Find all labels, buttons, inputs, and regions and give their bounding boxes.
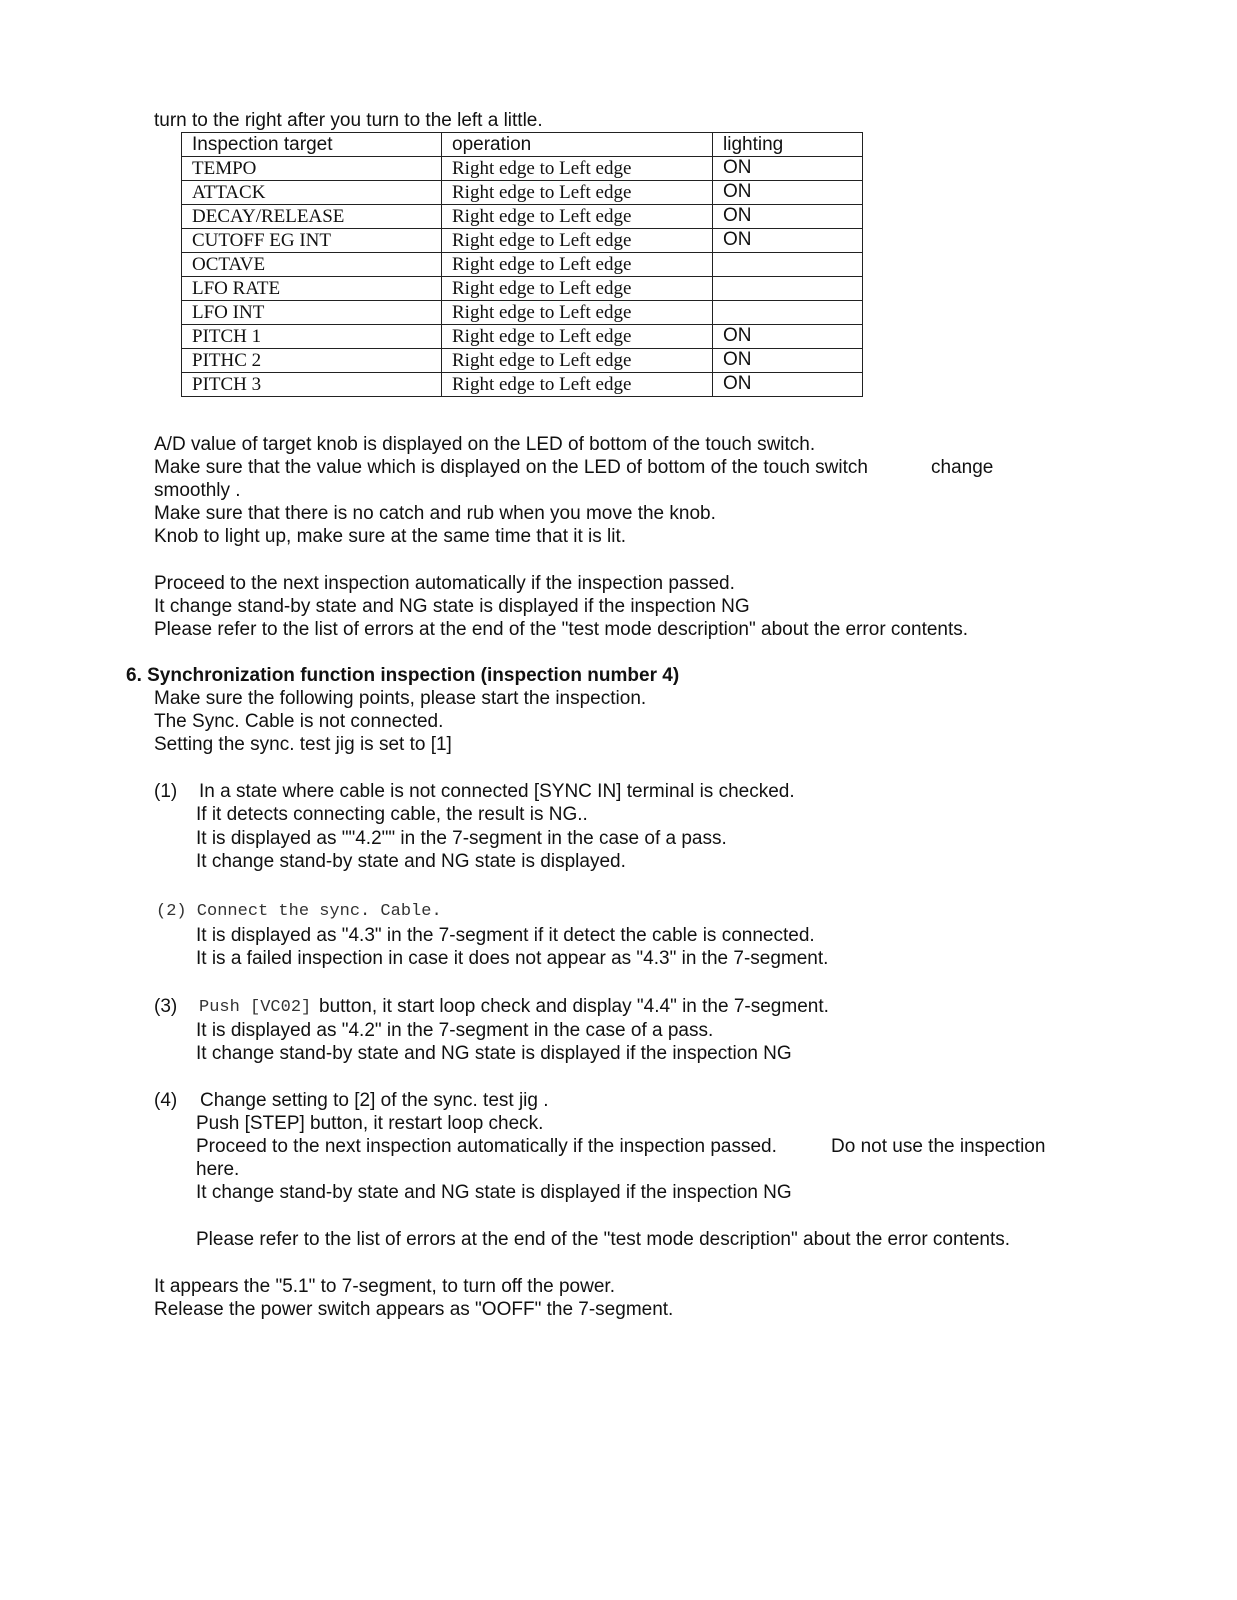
column-header-operation: operation	[442, 133, 713, 157]
cell-target: LFO INT	[182, 301, 442, 325]
cell-operation: Right edge to Left edge	[442, 229, 713, 253]
section-6-intro-2: The Sync. Cable is not connected.	[154, 711, 444, 732]
table-row	[182, 205, 863, 229]
cell-lighting	[713, 301, 863, 325]
step-4-line-1: Change setting to [2] of the sync. test jig .	[200, 1090, 549, 1111]
step-2-line-2: It is displayed as "4.3" in the 7-segment if it detect the cable is connected.	[196, 925, 815, 946]
table-header-row	[182, 133, 863, 157]
table-row	[182, 253, 863, 277]
cell-lighting: ON	[713, 157, 863, 181]
cell-lighting: ON	[713, 349, 863, 373]
cell-operation: Right edge to Left edge	[442, 205, 713, 229]
step-1-number: (1)	[154, 781, 178, 802]
table-row	[182, 277, 863, 301]
cell-operation: Right edge to Left edge	[442, 301, 713, 325]
cell-operation: Right edge to Left edge	[442, 373, 713, 397]
note-smoothly: smoothly .	[154, 480, 241, 501]
step-1-line-4: It change stand-by state and NG state is displayed.	[196, 851, 626, 872]
table-row	[182, 181, 863, 205]
step-4-line-4: here.	[196, 1159, 240, 1180]
step-2-line-1: (2) Connect the sync. Cable.	[156, 902, 442, 921]
section-6-heading: 6. Synchronization function inspection (inspection number 4)	[126, 665, 680, 686]
step-3-line-3: It change stand-by state and NG state is displayed if the inspection NG	[196, 1043, 792, 1064]
closing-line-2: Release the power switch appears as "OOFF" the 7-segment.	[154, 1299, 674, 1320]
step-4-line-3-note: Do not use the inspection	[831, 1136, 1046, 1157]
step-2-line-3: It is a failed inspection in case it does not appear as "4.3" in the 7-segment.	[196, 948, 829, 969]
step-1-line-2: If it detects connecting cable, the result is NG..	[196, 804, 588, 825]
step-3-line-1: button, it start loop check and display "4.4" in the 7-segment.	[319, 996, 829, 1017]
cell-lighting: ON	[713, 229, 863, 253]
note-ad-value: A/D value of target knob is displayed on the LED of bottom of the touch switch.	[154, 434, 816, 455]
cell-operation: Right edge to Left edge	[442, 349, 713, 373]
column-header-lighting: lighting	[713, 133, 863, 157]
cell-operation: Right edge to Left edge	[442, 181, 713, 205]
cell-operation: Right edge to Left edge	[442, 157, 713, 181]
step-1-line-3: It is displayed as ""4.2"" in the 7-segment in the case of a pass.	[196, 828, 727, 849]
step-1-line-1: In a state where cable is not connected [SYNC IN] terminal is checked.	[199, 781, 795, 802]
step-4-error-list: Please refer to the list of errors at the end of the "test mode description" about the error contents.	[196, 1229, 1011, 1250]
column-header-target: Inspection target	[182, 133, 442, 157]
section-6-intro-1: Make sure the following points, please start the inspection.	[154, 688, 647, 709]
result-error-list: Please refer to the list of errors at the end of the "test mode description" about the error contents.	[154, 619, 969, 640]
intro-line: turn to the right after you turn to the left a little.	[154, 110, 543, 131]
cell-target: PITHC 2	[182, 349, 442, 373]
table-row	[182, 349, 863, 373]
cell-target: LFO RATE	[182, 277, 442, 301]
section-6-intro-3: Setting the sync. test jig is set to [1]	[154, 734, 452, 755]
step-3-number: (3)	[154, 996, 178, 1017]
cell-target: DECAY/RELEASE	[182, 205, 442, 229]
table-row	[182, 301, 863, 325]
cell-lighting	[713, 277, 863, 301]
cell-operation: Right edge to Left edge	[442, 325, 713, 349]
step-4-line-3: Proceed to the next inspection automatically if the inspection passed.	[196, 1136, 777, 1157]
cell-lighting: ON	[713, 325, 863, 349]
table-row	[182, 157, 863, 181]
cell-operation: Right edge to Left edge	[442, 253, 713, 277]
result-pass: Proceed to the next inspection automatically if the inspection passed.	[154, 573, 735, 594]
cell-target: TEMPO	[182, 157, 442, 181]
cell-lighting: ON	[713, 181, 863, 205]
inspection-table	[181, 132, 863, 397]
step-3-line-2: It is displayed as "4.2" in the 7-segment in the case of a pass.	[196, 1020, 714, 1041]
cell-target: PITCH 1	[182, 325, 442, 349]
step-4-number: (4)	[154, 1090, 178, 1111]
cell-lighting: ON	[713, 373, 863, 397]
cell-target: OCTAVE	[182, 253, 442, 277]
cell-lighting: ON	[713, 205, 863, 229]
table-row	[182, 229, 863, 253]
result-ng: It change stand-by state and NG state is displayed if the inspection NG	[154, 596, 750, 617]
cell-target: ATTACK	[182, 181, 442, 205]
cell-target: CUTOFF EG INT	[182, 229, 442, 253]
cell-lighting	[713, 253, 863, 277]
step-4-line-5: It change stand-by state and NG state is displayed if the inspection NG	[196, 1182, 792, 1203]
step-3-push-vc02: Push [VC02]	[199, 998, 312, 1017]
note-led-value-change: change	[931, 457, 994, 478]
note-knob-light: Knob to light up, make sure at the same time that it is lit.	[154, 526, 627, 547]
cell-operation: Right edge to Left edge	[442, 277, 713, 301]
note-led-value: Make sure that the value which is displayed on the LED of bottom of the touch switch	[154, 457, 868, 478]
note-no-catch: Make sure that there is no catch and rub when you move the knob.	[154, 503, 716, 524]
table-row	[182, 325, 863, 349]
closing-line-1: It appears the "5.1" to 7-segment, to turn off the power.	[154, 1276, 615, 1297]
step-4-line-2: Push [STEP] button, it restart loop check.	[196, 1113, 544, 1134]
table-row	[182, 373, 863, 397]
cell-target: PITCH 3	[182, 373, 442, 397]
